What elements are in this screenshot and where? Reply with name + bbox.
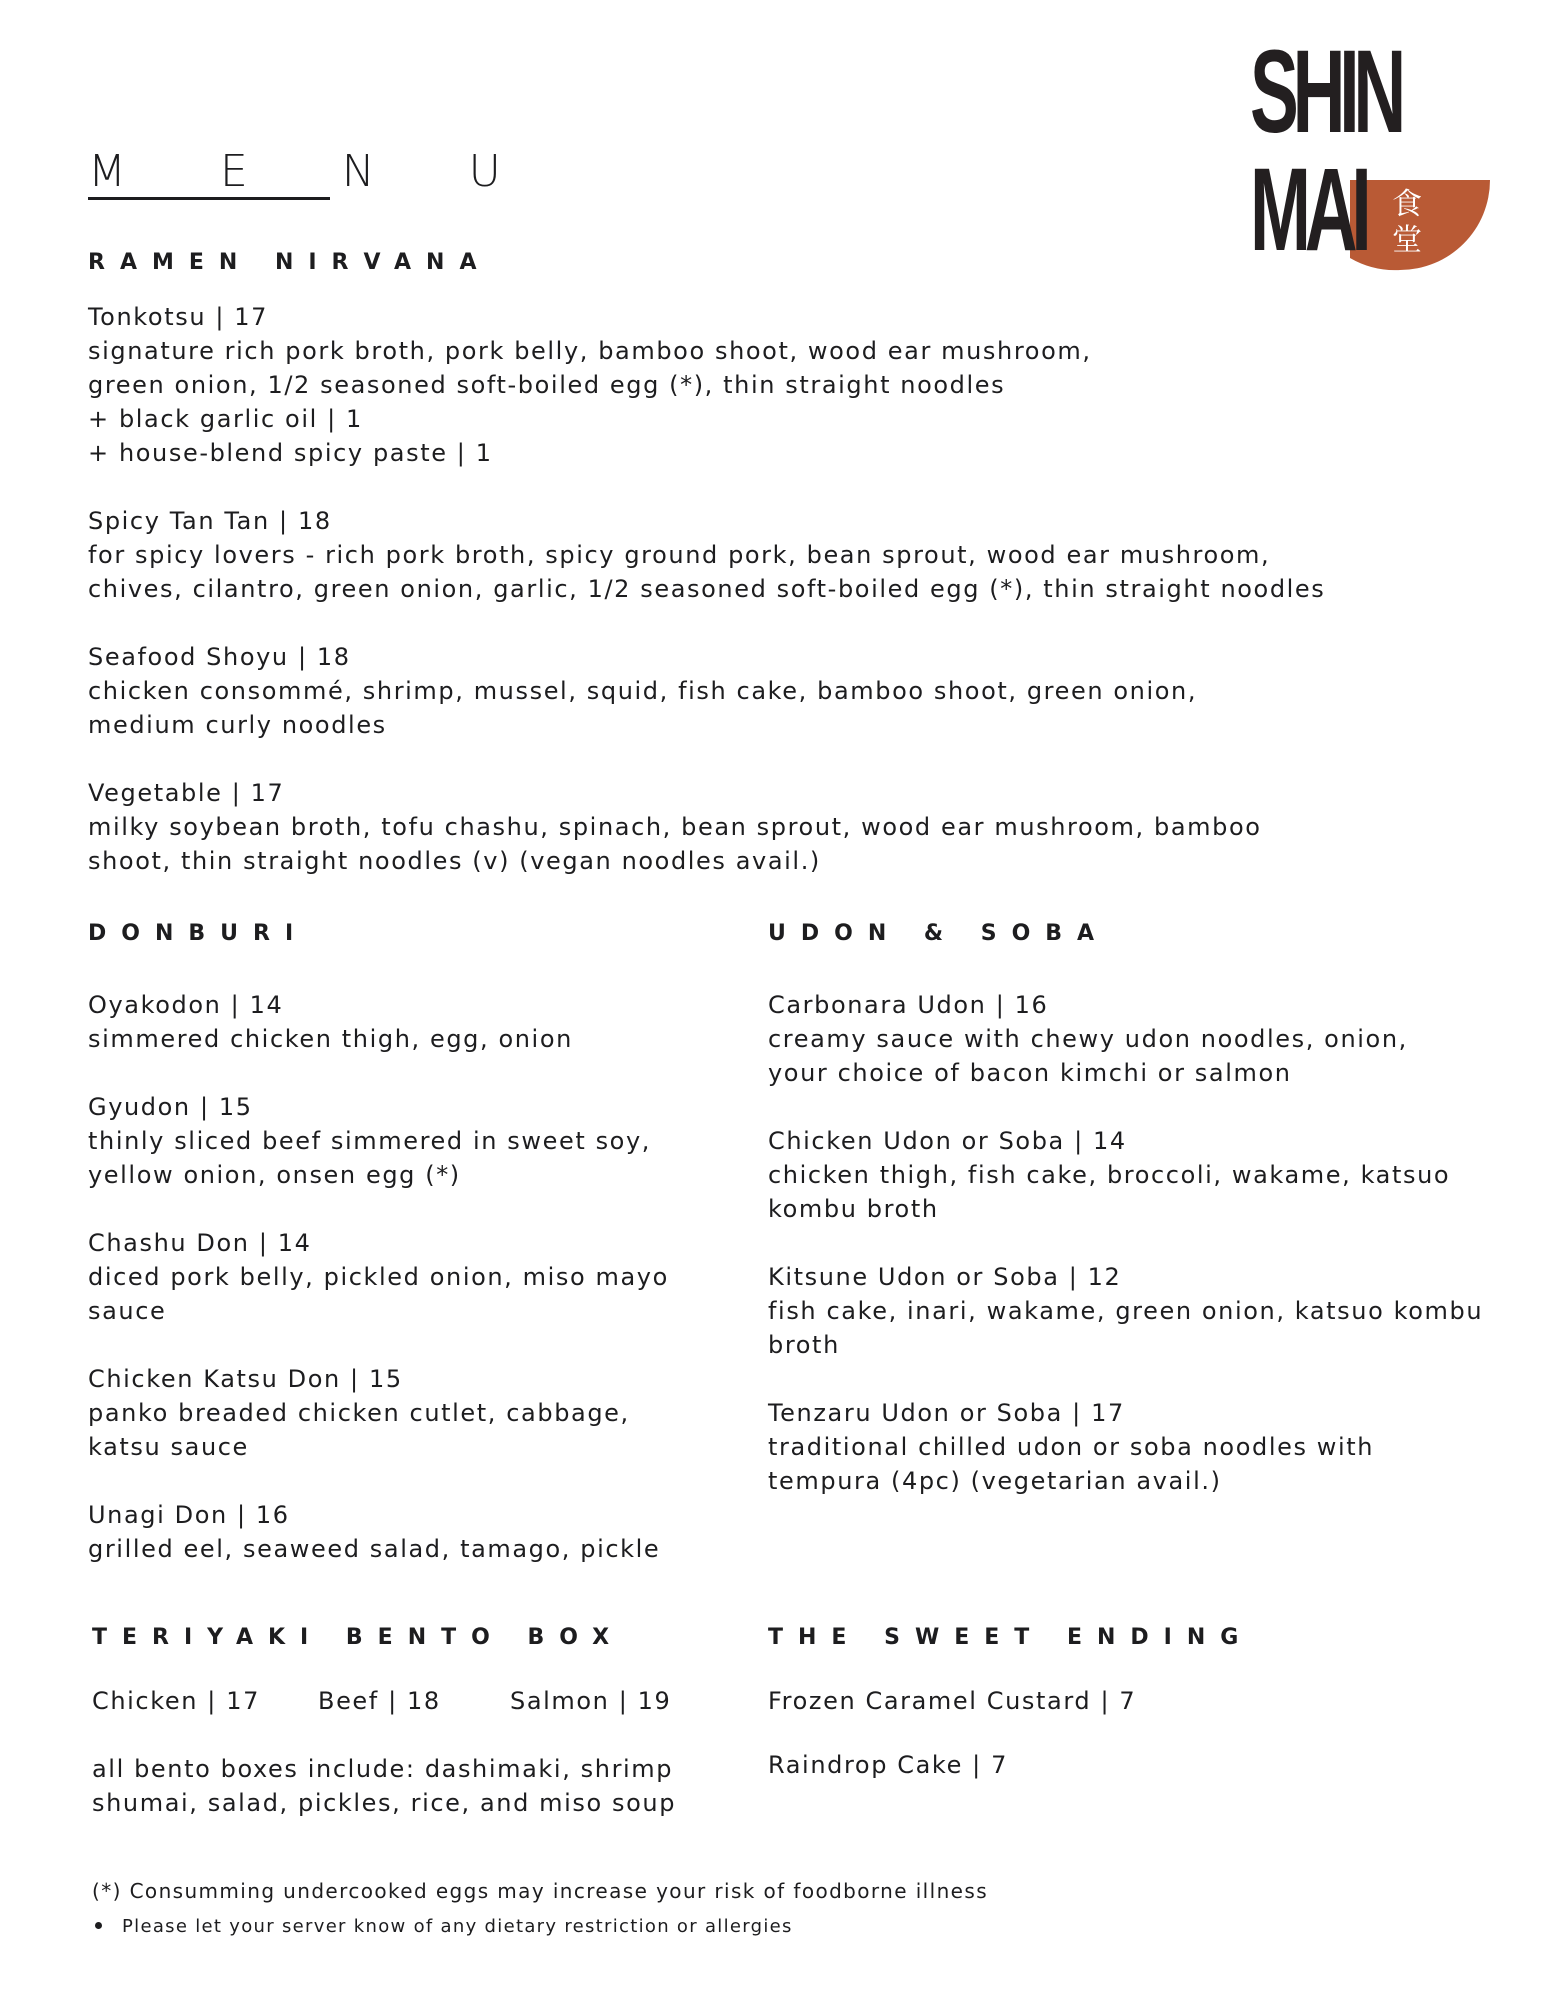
menu-item xyxy=(88,1090,669,1192)
bento-note-line: shumai, salad, pickles, rice, and miso soup xyxy=(92,1789,677,1817)
egg-warning: (*) Consumming undercooked eggs may increase your risk of foodborne illness xyxy=(92,1879,989,1903)
bento-price-beef: Beef | 18 xyxy=(318,1687,441,1715)
item-name: Frozen Caramel Custard | 7 xyxy=(768,1687,1137,1715)
restaurant-logo xyxy=(1250,26,1490,278)
item-desc: thinly sliced beef simmered in sweet soy, xyxy=(88,1127,652,1155)
menu-item xyxy=(88,1498,669,1566)
menu-item xyxy=(88,1226,669,1328)
bullet-icon xyxy=(95,1922,102,1929)
logo-word-shin: SHIN xyxy=(1250,26,1400,158)
item-desc: your choice of bacon kimchi or salmon xyxy=(768,1059,1292,1087)
item-desc: yellow onion, onsen egg (*) xyxy=(88,1161,461,1189)
item-desc: fish cake, inari, wakame, green onion, katsuo kombu xyxy=(768,1297,1484,1325)
item-desc: simmered chicken thigh, egg, onion xyxy=(88,1025,573,1053)
menu-item xyxy=(768,1124,1483,1226)
item-desc: creamy sauce with chewy udon noodles, onion, xyxy=(768,1025,1408,1053)
sweet-item xyxy=(768,1684,1136,1718)
item-desc: panko breaded chicken cutlet, cabbage, xyxy=(88,1399,630,1427)
item-desc: diced pork belly, pickled onion, miso mayo xyxy=(88,1263,669,1291)
item-desc: green onion, 1/2 seasoned soft-boiled egg (*), thin straight noodles xyxy=(88,371,1006,399)
item-name: Spicy Tan Tan | 18 xyxy=(88,507,332,535)
item-desc: sauce xyxy=(88,1297,167,1325)
item-name: Raindrop Cake | 7 xyxy=(768,1751,1008,1779)
item-name: Unagi Don | 16 xyxy=(88,1501,290,1529)
menu-item xyxy=(88,300,1325,470)
bento-price-chicken: Chicken | 17 xyxy=(92,1687,260,1715)
item-name: Chicken Katsu Don | 15 xyxy=(88,1365,403,1393)
item-desc: katsu sauce xyxy=(88,1433,249,1461)
item-name: Kitsune Udon or Soba | 12 xyxy=(768,1263,1122,1291)
item-desc: milky soybean broth, tofu chashu, spinach, bean sprout, wood ear mushroom, bamboo xyxy=(88,813,1262,841)
title-underline xyxy=(88,197,330,200)
page-title: M E N U xyxy=(88,146,541,197)
ramen-heading: RAMEN NIRVANA xyxy=(88,250,492,275)
bento-heading: TERIYAKI BENTO BOX xyxy=(92,1625,625,1650)
logo-word-mai: MAI xyxy=(1250,144,1366,276)
item-desc: chicken thigh, fish cake, broccoli, wakame, katsuo xyxy=(768,1161,1451,1189)
item-desc: kombu broth xyxy=(768,1195,939,1223)
dietary-note xyxy=(95,1914,793,1940)
item-name: Carbonara Udon | 16 xyxy=(768,991,1049,1019)
item-name: Chicken Udon or Soba | 14 xyxy=(768,1127,1127,1155)
item-desc: chicken consommé, shrimp, mussel, squid, fish cake, bamboo shoot, green onion, xyxy=(88,677,1198,705)
menu-item xyxy=(88,988,669,1056)
udon-heading: UDON & SOBA xyxy=(768,921,1110,946)
donburi-list xyxy=(88,988,669,1600)
item-name: Tonkotsu | 17 xyxy=(88,303,269,331)
logo-kanji-2: 堂 xyxy=(1392,223,1422,258)
sweet-item xyxy=(768,1748,1008,1782)
item-desc: chives, cilantro, green onion, garlic, 1/2 seasoned soft-boiled egg (*), thin straight noodles xyxy=(88,575,1326,603)
bento-note xyxy=(92,1752,676,1820)
menu-item xyxy=(768,1396,1483,1498)
item-addon: + house-blend spicy paste | 1 xyxy=(88,439,493,467)
item-desc: broth xyxy=(768,1331,840,1359)
menu-item xyxy=(768,988,1483,1090)
item-addon: + black garlic oil | 1 xyxy=(88,405,363,433)
sweet-heading: THE SWEET ENDING xyxy=(768,1625,1254,1650)
item-desc: medium curly noodles xyxy=(88,711,387,739)
menu-item xyxy=(88,640,1325,742)
ramen-list xyxy=(88,300,1325,912)
udon-list xyxy=(768,988,1483,1532)
item-desc: shoot, thin straight noodles (v) (vegan noodles avail.) xyxy=(88,847,821,875)
item-desc: traditional chilled udon or soba noodles with xyxy=(768,1433,1375,1461)
item-name: Gyudon | 15 xyxy=(88,1093,253,1121)
item-desc: grilled eel, seaweed salad, tamago, pickle xyxy=(88,1535,661,1563)
menu-item xyxy=(88,776,1325,878)
bento-note-line: all bento boxes include: dashimaki, shrimp xyxy=(92,1755,674,1783)
menu-item xyxy=(88,504,1325,606)
item-desc: tempura (4pc) (vegetarian avail.) xyxy=(768,1467,1222,1495)
menu-item xyxy=(88,1362,669,1464)
item-name: Seafood Shoyu | 18 xyxy=(88,643,351,671)
item-name: Chashu Don | 14 xyxy=(88,1229,312,1257)
item-name: Oyakodon | 14 xyxy=(88,991,284,1019)
item-name: Vegetable | 17 xyxy=(88,779,285,807)
dietary-note-text: Please let your server know of any dietary restriction or allergies xyxy=(122,1916,793,1937)
donburi-heading: DONBURI xyxy=(88,921,309,946)
logo-kanji-1: 食 xyxy=(1392,187,1422,222)
item-desc: signature rich pork broth, pork belly, bamboo shoot, wood ear mushroom, xyxy=(88,337,1092,365)
item-desc: for spicy lovers - rich pork broth, spicy ground pork, bean sprout, wood ear mushroom, xyxy=(88,541,1271,569)
menu-item xyxy=(768,1260,1483,1362)
bento-price-salmon: Salmon | 19 xyxy=(510,1687,672,1715)
item-name: Tenzaru Udon or Soba | 17 xyxy=(768,1399,1125,1427)
